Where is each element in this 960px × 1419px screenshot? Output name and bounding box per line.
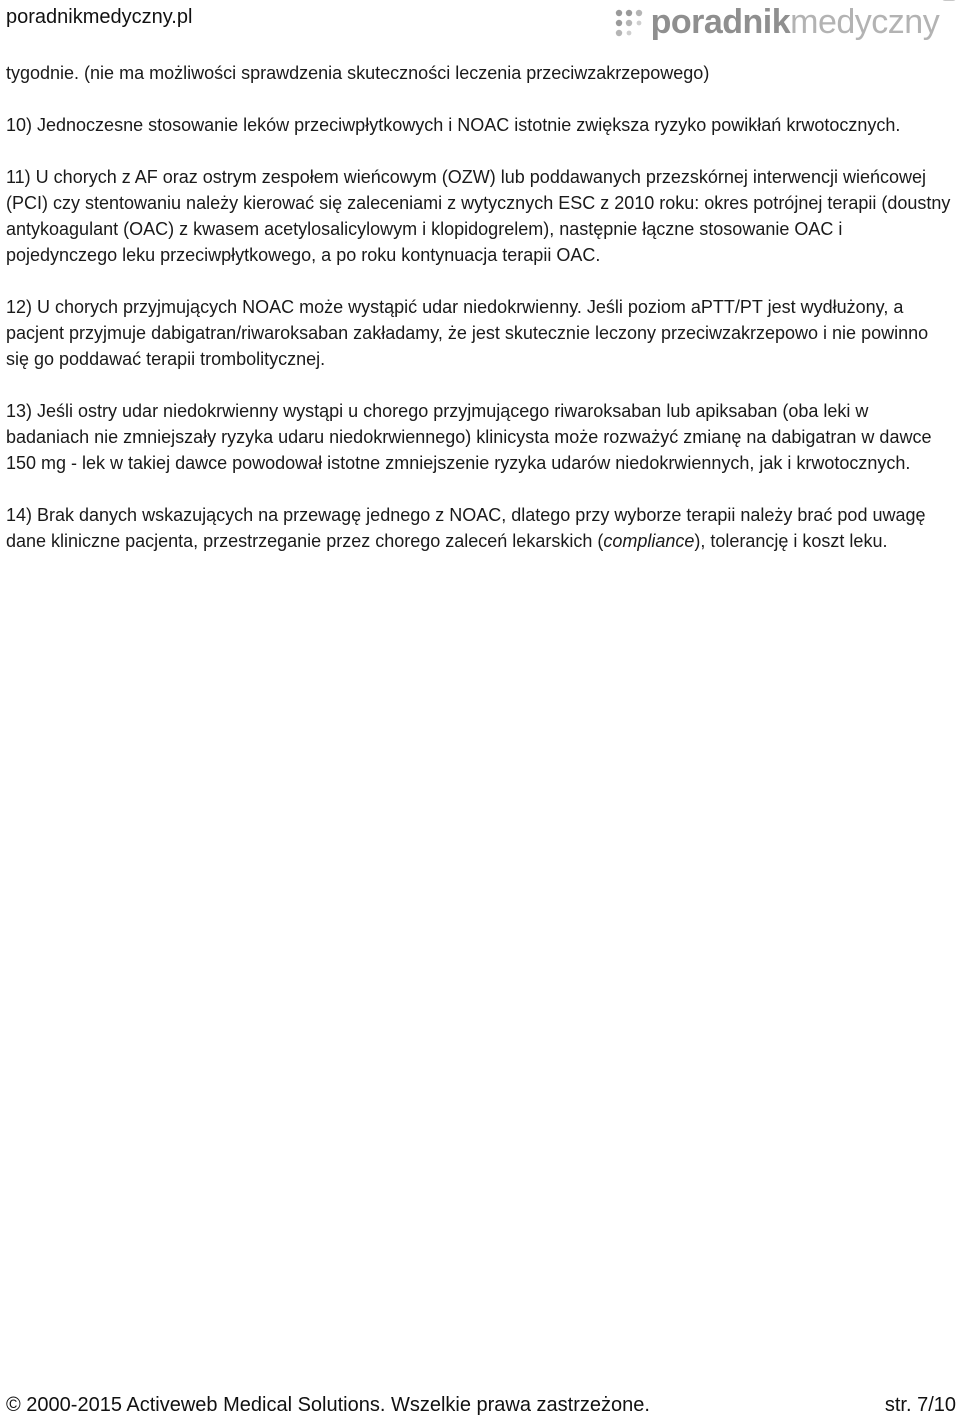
paragraph-10: 10) Jednoczesne stosowanie leków przeciwpłytkowych i NOAC istotnie zwiększa ryzyko powikłań krwotocznych. (6, 115, 901, 135)
logo-part1: poradnik (650, 3, 791, 41)
page-number: str. 7/10 (884, 1394, 956, 1416)
site-name: poradnikmedyczny.pl (6, 6, 193, 28)
paragraph-14-text-after: ), tolerancję i koszt leku. (694, 531, 888, 551)
logo-part2: medyczny (790, 3, 940, 41)
copyright-notice: © 2000-2015 Activeweb Medical Solutions. Wszelkie prawa zastrzeżone. (6, 1394, 650, 1416)
paragraph-12: 12) U chorych przyjmujących NOAC może wystąpić udar niedokrwienny. Jeśli poziom aPTT/PT jest wydłużony, a pacjent przyjmuje dabigatran/riwaroksaban zakładamy, że jest skutecznie leczony przeciwzakrzepowo i nie powinno się go poddawać terapii trombolitycznej. (6, 297, 929, 369)
site-logo (613, 2, 956, 42)
paragraph-11: 11) U chorych z AF oraz ostrym zespołem wieńcowym (OZW) lub poddawanych przezskórnej interwencji wieńcowej (PCI) czy stentowaniu należy kierować się zaleceniami z wytycznych ESC z 2010 roku: okres potrójnej terapii (doustny antykoagulant (OAC) z kwasem acetylosalicylowym i klopidogrelem), następnie łączne stosowanie OAC i pojedynczego leku przeciwpłytkowego, a po roku kontynuacja terapii OAC. (6, 167, 951, 265)
logo-wordmark (651, 5, 940, 39)
paragraph-14-text-before: 14) Brak danych wskazujących na przewagę jednego z NOAC, dlatego przy wyborze terapii należy brać pod uwagę dane kliniczne pacjenta, przestrzeganie przez chorego zaleceń lekarskich ( (6, 505, 926, 551)
logo-tld-badge (942, 0, 956, 1)
paragraph-13: 13) Jeśli ostry udar niedokrwienny wystąpi u chorego przyjmującego riwaroksaban lub apiksaban (oba leki w badaniach nie zmniejszały ryzyka udaru niedokrwiennego) klinicysta może rozważyć zmianę na dabigatran w dawce 150 mg - lek w takiej dawce powodował istotne zmniejszenie ryzyka udarów niedokrwiennych, jak i krwotocznych. (6, 401, 932, 473)
document-body (6, 60, 956, 580)
paragraph-continuation: tygodnie. (nie ma możliwości sprawdzenia skuteczności leczenia przeciwzakrzepowego) (6, 63, 710, 83)
paragraph-14-italic-term: compliance (603, 531, 695, 551)
paragraph-14 (6, 502, 956, 554)
dots-logo-icon (613, 7, 647, 37)
page-header (0, 0, 960, 46)
page-footer (0, 1392, 960, 1419)
